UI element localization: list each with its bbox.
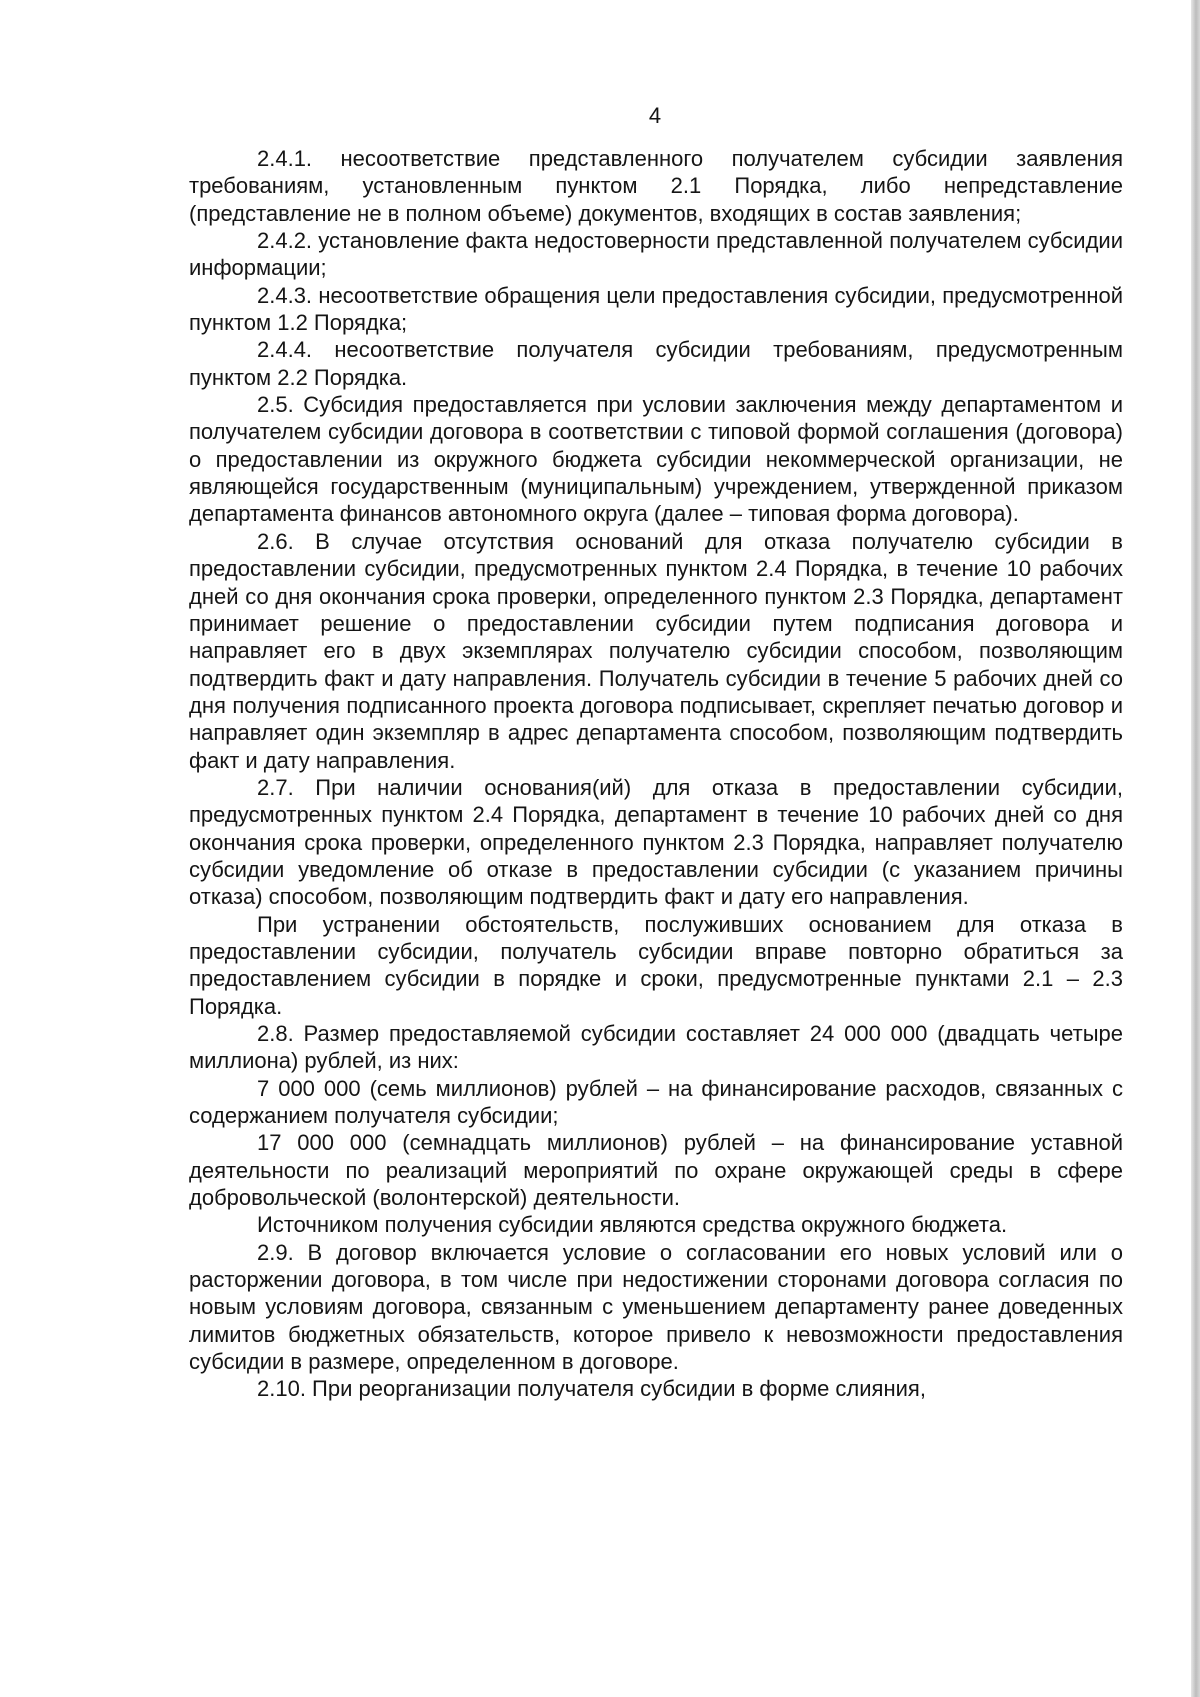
- paragraph-funding-source: Источником получения субсидии являются средства окружного бюджета.: [257, 1212, 1008, 1238]
- scan-edge-shadow: [1191, 0, 1200, 1697]
- paragraph-2-4-4: 2.4.4. несоответствие получателя субсидии требованиям, предусмотренным пунктом 2.2 Порядка.: [189, 337, 1123, 390]
- paragraph-2-9: 2.9. В договор включается условие о согласовании его новых условий или о расторжении договора, в том числе при недостижении сторонами договора согласия по новым условиям договора, связанным с уменьшением департаменту ранее доведенных лимитов бюджетных обязательств, которое привело к невозможности предоставления субсидии в размере, определенном в договоре.: [189, 1239, 1123, 1375]
- paragraph-2-8: 2.8. Размер предоставляемой субсидии составляет 24 000 000 (двадцать четыре миллиона) рублей, из них:: [189, 1021, 1123, 1074]
- paragraph-2-6: 2.6. В случае отсутствия оснований для отказа получателю субсидии в предоставлении субсидии, предусмотренных пунктом 2.4 Порядка, в течение 10 рабочих дней со дня окончания срока проверки, определенного пунктом 2.3 Порядка, департамент принимает решение о предоставлении субсидии путем подписания договора и направляет его в двух экземплярах получателю субсидии способом, позволяющим подтвердить факт и дату направления. Получатель субсидии в течение 5 рабочих дней со дня получения подписанного проекта договора подписывает, скрепляет печатью договор и направляет один экземпляр в адрес департамента способом, позволяющим подтвердить факт и дату направления.: [189, 528, 1123, 773]
- paragraph-2-10: 2.10. При реорганизации получателя субсидии в форме слияния,: [257, 1376, 926, 1402]
- paragraph-2-7-continuation: При устранении обстоятельств, послуживших основанием для отказа в предоставлении субсидии, получатель субсидии вправе повторно обратиться за предоставлением субсидии в порядке и сроки, предусмотренные пунктами 2.1 – 2.3 Порядка.: [189, 911, 1123, 1019]
- paragraph-2-8-item-1: 7 000 000 (семь миллионов) рублей – на финансирование расходов, связанных с содержанием получателя субсидии;: [189, 1075, 1123, 1129]
- document-body: [189, 145, 1123, 1403]
- paragraph-2-4-3: 2.4.3. несоответствие обращения цели предоставления субсидии, предусмотренной пунктом 1.2 Порядка;: [189, 282, 1123, 336]
- paragraph-2-7: 2.7. При наличии основания(ий) для отказа в предоставлении субсидии, предусмотренных пунктом 2.4 Порядка, департамент в течение 10 рабочих дней со дня окончания срока проверки, определенного пунктом 2.3 Порядка, направляет получателю субсидии уведомление об отказе в предоставлении субсидии (с указанием причины отказа) способом, позволяющим подтвердить факт и дату его направления.: [189, 774, 1123, 910]
- paragraph-2-4-2: 2.4.2. установление факта недостоверности представленной получателем субсидии информации;: [189, 228, 1123, 281]
- page-number: 4: [648, 103, 662, 128]
- paragraph-2-5: 2.5. Субсидия предоставляется при условии заключения между департаментом и получателем субсидии договора в соответствии с типовой формой соглашения (договора) о предоставлении из окружного бюджета субсидии некоммерческой организации, не являющейся государственным (муниципальным) учреждением, утвержденной приказом департамента финансов автономного округа (далее – типовая форма договора).: [189, 392, 1123, 527]
- paragraph-2-8-item-2: 17 000 000 (семнадцать миллионов) рублей – на финансирование уставной деятельности по реализаций мероприятий по охране окружающей среды в сфере добровольческой (волонтерской) деятельности.: [189, 1130, 1123, 1211]
- paragraph-2-4-1: 2.4.1. несоответствие представленного получателем субсидии заявления требованиям, установленным пунктом 2.1 Порядка, либо непредставление (представление не в полном объеме) документов, входящих в состав заявления;: [189, 146, 1123, 226]
